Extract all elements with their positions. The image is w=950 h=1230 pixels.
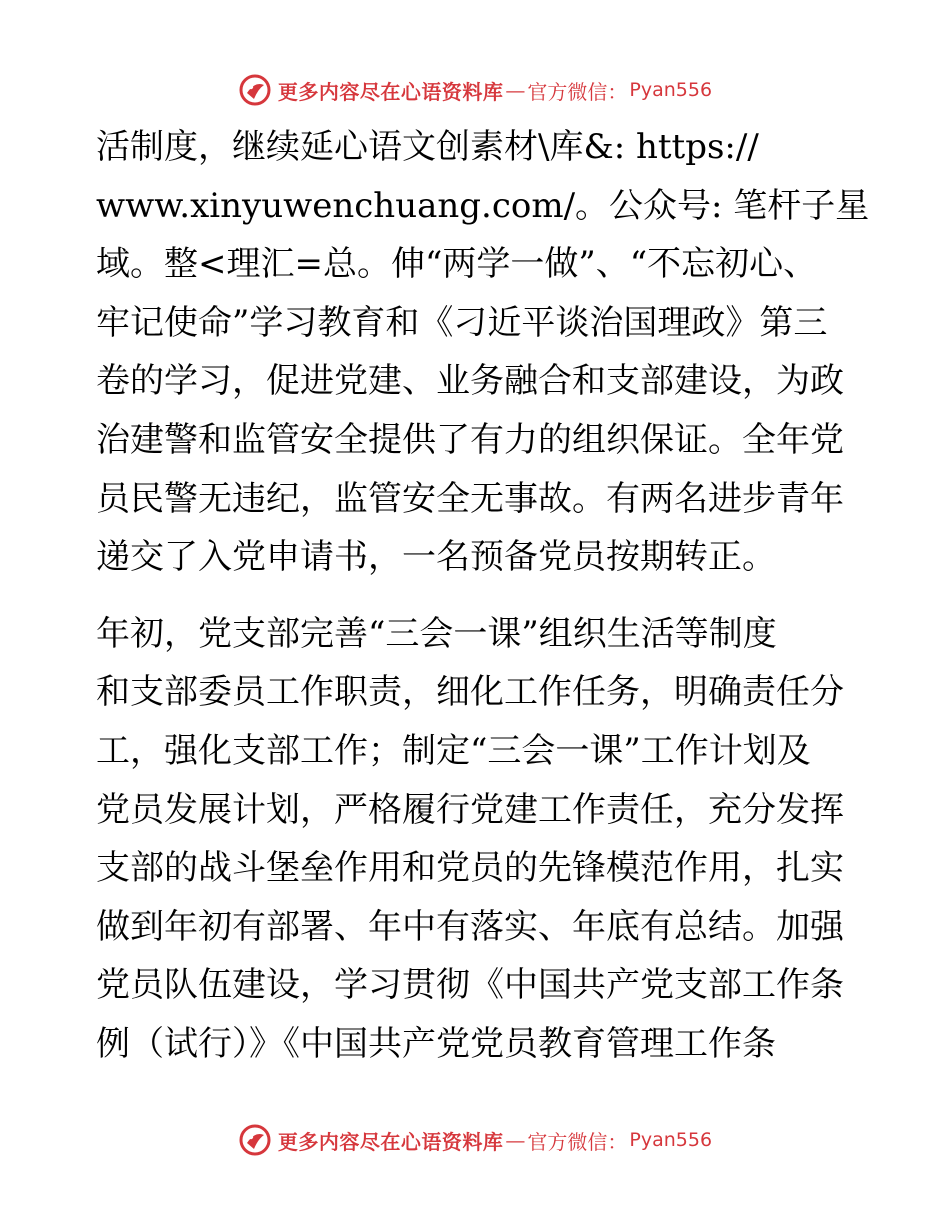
text-line: 员民警无违纪，监管安全无事故。有两名进步青年 xyxy=(96,478,844,519)
text-line: 支部的战斗堡垒作用和党员的先锋模范作用，扎实 xyxy=(96,848,844,889)
text-line: 做到年初有部署、年中有落实、年底有总结。加强 xyxy=(96,906,844,947)
footer-banner xyxy=(0,1120,950,1160)
footer-site-text: 更多内容尽在心语资料库 xyxy=(277,1129,504,1154)
text-line: 党员队伍建设，学习贯彻《中国共产党支部工作条 xyxy=(96,965,844,1006)
text-line: 例（试行）》《中国共产党党员教育管理工作条 xyxy=(96,1023,776,1064)
paragraph-spacer xyxy=(96,587,866,605)
paragraph-2 xyxy=(96,605,866,1074)
header-wechat-id: Pyan556 xyxy=(629,79,713,101)
text-line: 党员发展计划，严格履行党建工作责任，充分发挥 xyxy=(96,789,844,830)
header-separator: — xyxy=(505,78,526,102)
text-line: 活制度，继续延心语文创素材\库&: https:// xyxy=(96,127,759,167)
body-text xyxy=(96,118,870,1074)
header-site-text: 更多内容尽在心语资料库 xyxy=(277,79,504,104)
text-line: 域。整<理汇=总。伸“两学一做”、“不忘初心、 xyxy=(96,244,818,285)
text-line: 牢记使命”学习教育和《刁近平谈治国理政》第三 xyxy=(96,302,828,343)
brand-logo-icon xyxy=(238,1123,272,1157)
text-line: 和支部委员工作职责，细化工作任务，明确责任分 xyxy=(96,672,844,713)
paragraph-1 xyxy=(96,118,870,587)
brand-logo-icon xyxy=(238,73,272,107)
text-line: 治建警和监管安全提供了有力的组织保证。全年党 xyxy=(96,419,844,460)
footer-wechat-label: 官方微信： xyxy=(527,1129,628,1154)
text-line: 年初，党支部完善“三会一课”组织生活等制度 xyxy=(96,613,777,654)
text-line: 卷的学习，促进党建、业务融合和支部建设，为政 xyxy=(96,361,844,402)
footer-separator: — xyxy=(505,1128,526,1152)
header-wechat-label: 官方微信： xyxy=(527,79,628,104)
text-line: 工，强化支部工作；制定“三会一课”工作计划及 xyxy=(96,730,811,771)
header-banner xyxy=(0,70,950,110)
text-line: www.xinyuwenchuang.com/。公众号: 笔杆子星 xyxy=(96,185,870,226)
footer-wechat-id: Pyan556 xyxy=(629,1129,713,1151)
text-line: 递交了入党申请书，一名预备党员按期转正。 xyxy=(96,537,776,578)
